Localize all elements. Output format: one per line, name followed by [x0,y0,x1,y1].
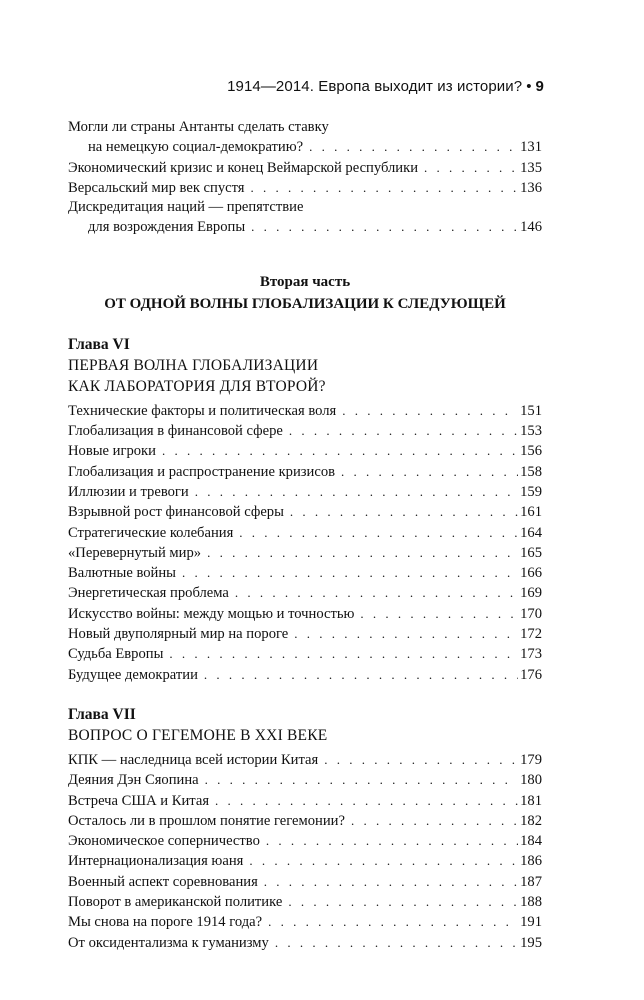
toc-entry-title: Искусство войны: между мощью и точностью [68,605,355,622]
toc-entry-title: Мы снова на пороге 1914 года? [68,914,263,931]
toc-entry-page: 135 [520,159,542,176]
toc-entry-page: 186 [520,853,542,870]
toc-entry [68,198,542,238]
leader-dots [266,831,518,850]
toc-entry-title: Будущее демократии [68,666,198,683]
toc-entry-title-line2: на немецкую социал-демократию? [88,139,304,156]
toc-entry-page: 179 [520,751,542,768]
leader-dots [251,217,518,236]
toc-entry-page: 173 [520,646,542,663]
toc-entry-page: 158 [520,463,542,480]
toc-entry [68,523,542,543]
toc-entry-title-line1: Дискредитация наций — препятствие [68,199,304,216]
leader-dots [239,523,518,542]
leader-dots [275,933,518,952]
toc-entry-title-line1: Могли ли страны Антанты сделать ставку [68,119,329,135]
toc-entry-page: 195 [520,934,542,951]
toc-entry [68,665,542,685]
toc-entry [68,482,542,502]
toc-entry [68,831,542,851]
toc-entry-title: Стратегические колебания [68,524,234,541]
toc-entry-title: Экономическое соперничество [68,833,260,850]
toc-entry-title: Осталось ли в прошлом понятие гегемонии? [68,812,345,829]
part-heading [68,271,542,315]
leader-dots [169,644,518,663]
toc-entry-title: Глобализация и распространение кризисов [68,463,336,480]
leader-dots [195,482,518,501]
toc-entry-page: 161 [520,504,542,521]
toc-entry [68,583,542,603]
leader-dots [182,563,518,582]
toc-entry-page: 156 [520,443,542,460]
toc-entry-page: 166 [520,565,542,582]
toc-entry-page: 180 [520,772,542,789]
toc-entry-title: Новые игроки [68,443,156,460]
toc-entry-page: 182 [520,812,542,829]
toc-entry-title: Технические факторы и политическая воля [68,402,337,419]
chapter-label: Глава VI [68,335,130,353]
toc-entry [68,401,542,421]
chapter-title-line2: КАК ЛАБОРАТОРИЯ ДЛЯ ВТОРОЙ? [68,377,326,395]
table-of-contents [68,118,542,953]
toc-entry-page: 159 [520,483,542,500]
toc-entry [68,811,542,831]
toc-entry-page: 172 [520,626,542,643]
leader-dots [290,502,518,521]
toc-entry [68,604,542,624]
toc-entry-title: Деяния Дэн Сяопина [68,772,199,789]
toc-entry [68,892,542,912]
toc-entry [68,912,542,932]
toc-entry-page: 164 [520,524,542,541]
toc-entry-title: Интернационализация юаня [68,853,244,870]
leader-dots [360,604,518,623]
toc-entry [68,791,542,811]
toc-entry-page: 165 [520,544,542,561]
leader-dots [204,665,518,684]
chapter-7-entries [68,750,542,953]
leader-dots [324,750,518,769]
leader-dots [215,791,518,810]
toc-entry-title: Экономический кризис и конец Веймарской республики [68,159,419,176]
toc-entry-page: 184 [520,833,542,850]
part-label: Вторая часть [259,273,351,290]
toc-entry [68,462,542,482]
toc-entry-page: 146 [520,219,542,236]
leader-dots [264,872,518,891]
toc-entry-page: 170 [520,605,542,622]
toc-entry [68,543,542,563]
toc-entry-title: От оксидентализма к гуманизму [68,934,269,951]
leader-dots [207,543,518,562]
running-title: 1914—2014. Европа выходит из истории? [227,78,523,95]
leader-dots [342,401,518,420]
chapter-title [68,725,542,746]
toc-entry [68,872,542,892]
running-header [66,78,544,95]
toc-entry-page: 169 [520,585,542,602]
toc-entry [68,644,542,664]
toc-entry-page: 188 [520,894,542,911]
toc-entry [68,851,542,871]
toc-entry-page: 136 [520,179,542,196]
toc-entry-title: Военный аспект соревнования [68,873,258,890]
leader-dots [424,158,518,177]
toc-entry [68,502,542,522]
leader-dots [351,811,518,830]
leader-dots [162,441,518,460]
toc-entry-title: Версальский мир век спустя [68,179,245,196]
toc-entry [68,624,542,644]
toc-entry-page: 151 [520,402,542,419]
toc-entry-page: 131 [520,139,542,156]
leader-dots [235,583,518,602]
leader-dots [251,178,519,197]
chapter-title-line1: ВОПРОС О ГЕГЕМОНЕ В XXI ВЕКЕ [68,726,328,744]
toc-entry [68,441,542,461]
chapter-label: Глава VII [68,705,136,723]
toc-entry [68,158,542,178]
toc-entry-page: 153 [520,423,542,440]
toc-entry-title: Глобализация в финансовой сфере [68,423,283,440]
leader-dots [289,421,518,440]
toc-entry-page: 187 [520,873,542,890]
leader-dots [309,137,518,156]
toc-entry-title: «Перевернутый мир» [68,544,202,561]
toc-entry-title: Иллюзии и тревоги [68,483,189,500]
chapter-title-line1: ПЕРВАЯ ВОЛНА ГЛОБАЛИЗАЦИИ [68,356,319,374]
toc-entry [68,178,542,198]
toc-entry-title: Новый двуполярный мир на пороге [68,626,289,643]
toc-entry [68,563,542,583]
toc-entry-page: 176 [520,666,542,683]
toc-entry-title: Поворот в американской политике [68,894,283,911]
leader-dots [249,851,518,870]
leader-dots [294,624,518,643]
leader-dots [268,912,518,931]
page-number: 9 [535,78,544,95]
toc-entry-page: 191 [520,914,542,931]
toc-entry [68,770,542,790]
chapter-title [68,355,542,397]
toc-entry [68,933,542,953]
toc-entry-title: Валютные войны [68,565,176,582]
leader-dots [288,892,518,911]
toc-entry-title: Взрывной рост финансовой сферы [68,504,284,521]
leader-dots [341,462,518,481]
toc-entry-title: КПК — наследница всей истории Китая [68,751,319,768]
leader-dots [205,770,518,789]
toc-entry-title: Судьба Европы [68,646,164,663]
toc-entry [68,118,542,158]
toc-entry-title: Энергетическая проблема [68,585,229,602]
toc-entry [68,421,542,441]
chapter-6-entries [68,401,542,685]
toc-entry [68,750,542,770]
part-title: ОТ ОДНОЙ ВОЛНЫ ГЛОБАЛИЗАЦИИ К СЛЕДУЮЩЕЙ [104,295,506,312]
toc-entry-title-line2: для возрождения Европы [88,219,246,236]
header-separator: • [526,78,532,95]
toc-entry-page: 181 [520,792,542,809]
toc-entry-title: Встреча США и Китая [68,792,210,809]
